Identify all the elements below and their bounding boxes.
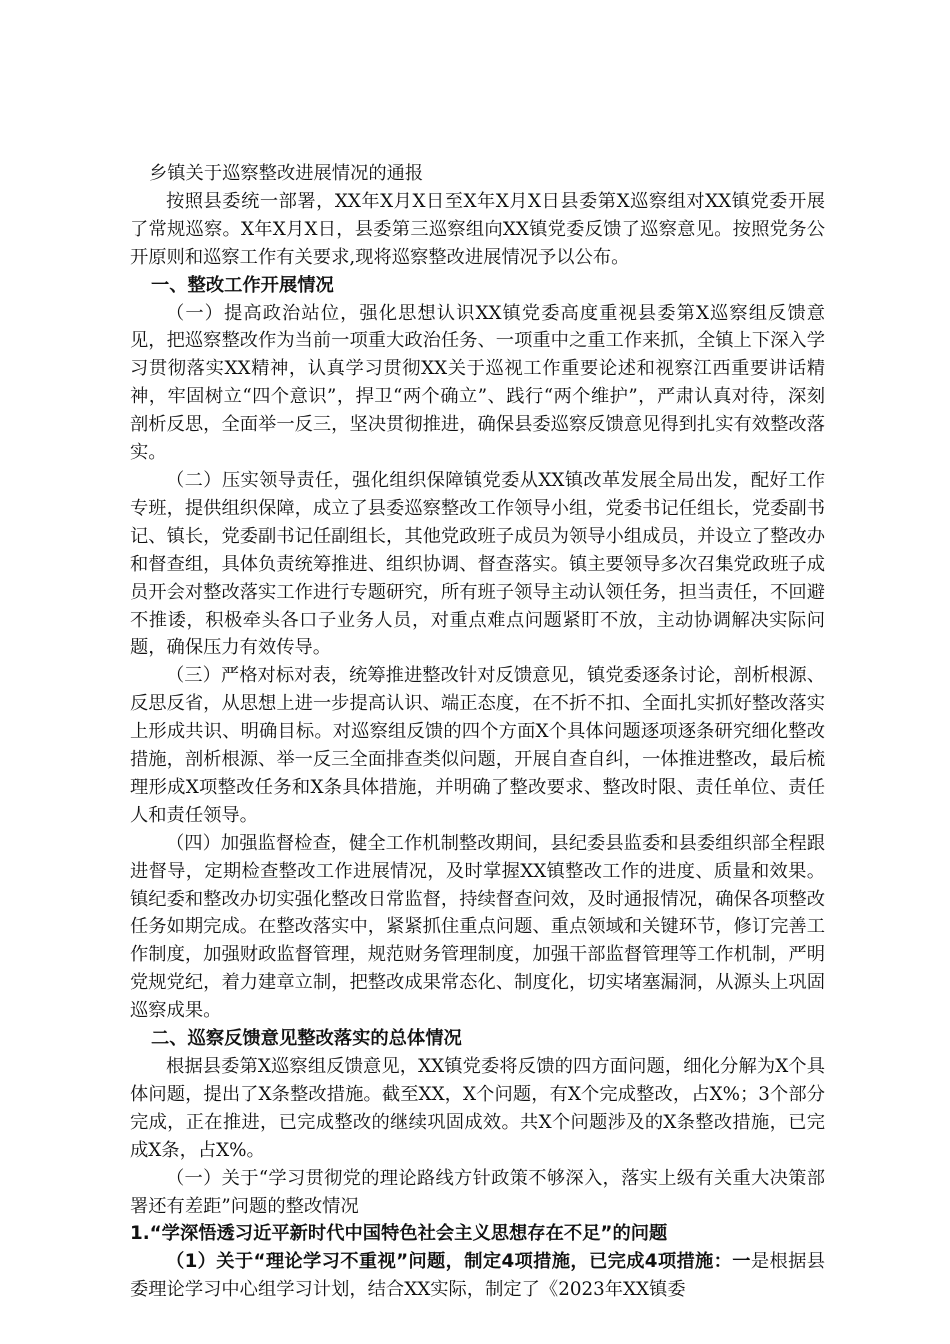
measure-lead: （1）关于“理论学习不重视”问题，制定4项措施，已完成4项措施：一 bbox=[166, 1251, 751, 1273]
intro-paragraph: 按照县委统一部署，XX年X月X日至X年X月X日县委第X巡察组对XX镇党委开展了常规巡察。X年X月X日，县委第三巡察组向XX镇党委反馈了巡察意见。按照党务公开原则和巡察工作有关要求,现将巡察整改进展情况予以公布。 bbox=[130, 190, 825, 268]
document-title: 乡镇关于巡察整改进展情况的通报 bbox=[149, 163, 424, 184]
section-1-paragraph-2: （二）压实领导责任，强化组织保障镇党委从XX镇改革发展全局出发，配好工作专班，提供组织保障，成立了县委巡察整改工作领导小组，党委书记任组长，党委副书记、镇长，党委副书记任副组长，其他党政班子成员为领导小组成员，并设立了整改办和督查组，具体负责统筹推进、组织协调、督查落实。镇主要领导多次召集党政班子成员开会对整改落实工作进行专题研究，所有班子领导主动认领任务，担当责任，不回避不推诿，积极牵头各口子业务人员，对重点难点问题紧盯不放，主动协调解决实际问题，确保压力有效传导。 bbox=[130, 469, 825, 659]
section-2-subsection-1: （一）关于“学习贯彻党的理论路线方针政策不够深入，落实上级有关重大决策部署还有差距”问题的整改情况 bbox=[130, 1167, 825, 1217]
section-2-heading: 二、巡察反馈意见整改落实的总体情况 bbox=[151, 1028, 462, 1050]
document-body bbox=[130, 160, 825, 1304]
section-1-heading: 一、整改工作开展情况 bbox=[151, 274, 334, 296]
measure-text: 是根据县委理论学习中心组学习计划，结合XX实际，制定了《2023年XX镇委 bbox=[130, 1251, 825, 1301]
section-1-paragraph-3: （三）严格对标对表，统筹推进整改针对反馈意见，镇党委逐条讨论，剖析根源、反思反省，从思想上进一步提高认识、端正态度，在不折不扣、全面扎实抓好整改落实上形成共识、明确目标。对巡察组反馈的四个方面X个具体问题逐项逐条研究细化整改措施，剖析根源、举一反三全面排查类似问题，开展自查自纠，一体推进整改，最后梳理形成X项整改任务和X条具体措施，并明确了整改要求、整改时限、责任单位、责任人和责任领导。 bbox=[130, 665, 825, 826]
section-2-paragraph-1: 根据县委第X巡察组反馈意见，XX镇党委将反馈的四方面问题，细化分解为X个具体问题，提出了X条整改措施。截至XX，X个问题，有X个完成整改，占X%；3个部分完成，正在推进，已完成整改的继续巩固成效。共X个问题涉及的X条整改措施，已完成X条，占X%。 bbox=[130, 1056, 825, 1161]
measure-paragraph bbox=[130, 1248, 825, 1304]
issue-1-heading: 1.“学深悟透习近平新时代中国特色社会主义思想存在不足”的问题 bbox=[130, 1223, 668, 1245]
section-1-paragraph-1: （一）提高政治站位，强化思想认识XX镇党委高度重视县委第X巡察组反馈意见，把巡察整改作为当前一项重大政治任务、一项重中之重工作来抓，全镇上下深入学习贯彻落实XX精神，认真学习贯彻XX关于巡视工作重要论述和视察江西重要讲话精神，牢固树立“四个意识”，捍卫“两个确立”、践行“两个维护”，严肃认真对待，深刻剖析反思，全面举一反三，坚决贯彻推进，确保县委巡察反馈意见得到扎实有效整改落实。 bbox=[130, 302, 825, 464]
section-1-paragraph-4: （四）加强监督检查，健全工作机制整改期间，县纪委县监委和县委组织部全程跟进督导，定期检查整改工作进展情况，及时掌握XX镇整改工作的进度、质量和效果。镇纪委和整改办切实强化整改日常监督，持续督查问效，及时通报情况，确保各项整改任务如期完成。在整改落实中，紧紧抓住重点问题、重点领域和关键环节，修订完善工作制度，加强财政监督管理，规范财务管理制度，加强干部监督管理等工作机制，严明党规党纪，着力建章立制，把整改成果常态化、制度化，切实堵塞漏洞，从源头上巩固巡察成果。 bbox=[130, 832, 825, 1022]
